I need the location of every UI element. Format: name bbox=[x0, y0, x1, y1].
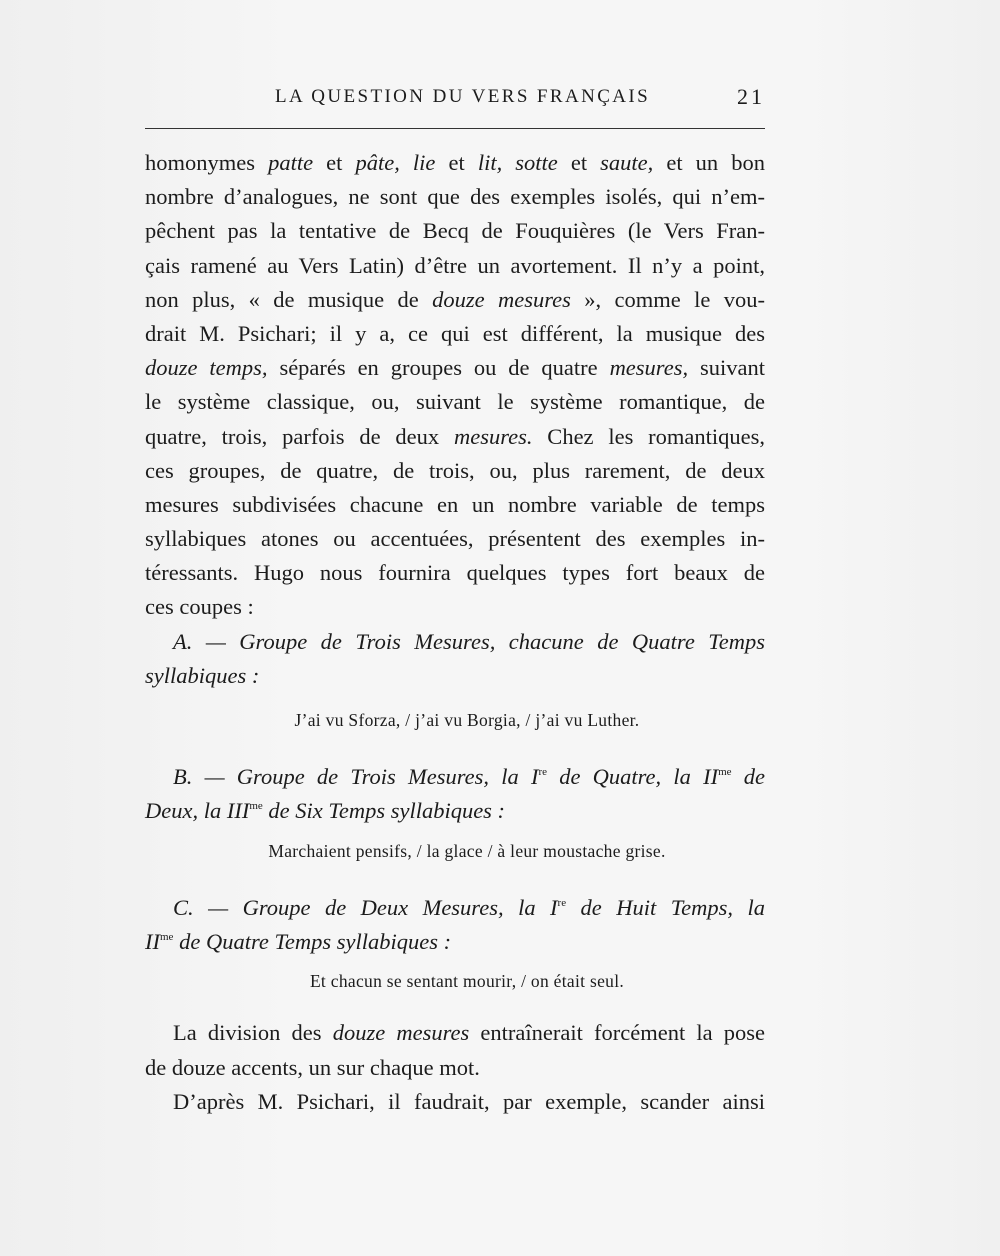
text-line: çais ramené au Vers Latin) d’être un avortement. Il n’y a point, bbox=[145, 252, 765, 278]
page-body bbox=[145, 146, 765, 1119]
text-line: téressants. Hugo nous fournira quelques types fort beaux de bbox=[145, 560, 765, 586]
section-b-heading: B. — Groupe de Trois Mesures, la Ire de Quatre, la $II^{me}$ de bbox=[173, 764, 765, 790]
text-line: quatre, trois, parfois de deux mesures. Chez les romantiques, bbox=[145, 423, 766, 449]
running-header bbox=[145, 86, 765, 116]
text-line: homonymes patte et pâte, lie et lit, sotte et saute, et un bon bbox=[145, 150, 765, 175]
text-line: D’après M. Psichari, il faudrait, par exemple, scander ainsi bbox=[173, 1088, 765, 1114]
verse-example-c: Et chacun se sentant mourir, / on était seul. bbox=[309, 971, 625, 992]
section-b-heading-cont: Deux, la $III^{me}$ de Six Temps syllabiques : bbox=[145, 798, 506, 824]
text-line: douze temps, séparés en groupes ou de quatre mesures, suivant bbox=[145, 355, 766, 381]
section-a-heading-cont: syllabiques : bbox=[145, 662, 260, 688]
header-rule bbox=[145, 128, 765, 129]
text-line: pêchent pas la tentative de Becq de Fouquières (le Vers Fran- bbox=[145, 218, 765, 244]
text-line: ces coupes : bbox=[145, 594, 254, 620]
running-title: LA QUESTION DU VERS FRANÇAIS bbox=[275, 86, 651, 107]
text-line: syllabiques atones ou accentuées, présentent des exemples in- bbox=[145, 526, 765, 552]
text-line: le système classique, ou, suivant le système romantique, de bbox=[145, 389, 765, 415]
section-c-heading-cont: $II^{me}$ de Quatre Temps syllabiques : bbox=[145, 928, 452, 954]
text-line: mesures subdivisées chacune en un nombre variable de temps bbox=[145, 491, 765, 517]
text-line: ces groupes, de quatre, de trois, ou, plus rarement, de deux bbox=[145, 457, 765, 483]
text-line: nombre d’analogues, ne sont que des exemples isolés, qui n’em- bbox=[145, 184, 765, 210]
verse-example-a: J’ai vu Sforza, / j’ai vu Borgia, / j’ai vu Luther. bbox=[294, 710, 640, 730]
text-line: drait M. Psichari; il y a, ce qui est différent, la musique des bbox=[145, 320, 765, 346]
text-line: non plus, « de musique de douze mesures », comme le vou- bbox=[145, 286, 765, 312]
text-line: La division des douze mesures entraînerait forcément la pose bbox=[173, 1020, 765, 1046]
verse-example-b: Marchaient pensifs, / la glace / à leur moustache grise. bbox=[268, 840, 666, 861]
text-line: de douze accents, un sur chaque mot. bbox=[145, 1054, 480, 1080]
page-number: 21 bbox=[737, 84, 765, 109]
section-c-heading: C. — Groupe de Deux Mesures, la Ire de Huit Temps, la bbox=[173, 894, 765, 920]
section-a-heading: A. — Groupe de Trois Mesures, chacune de Quatre Temps bbox=[173, 628, 765, 654]
